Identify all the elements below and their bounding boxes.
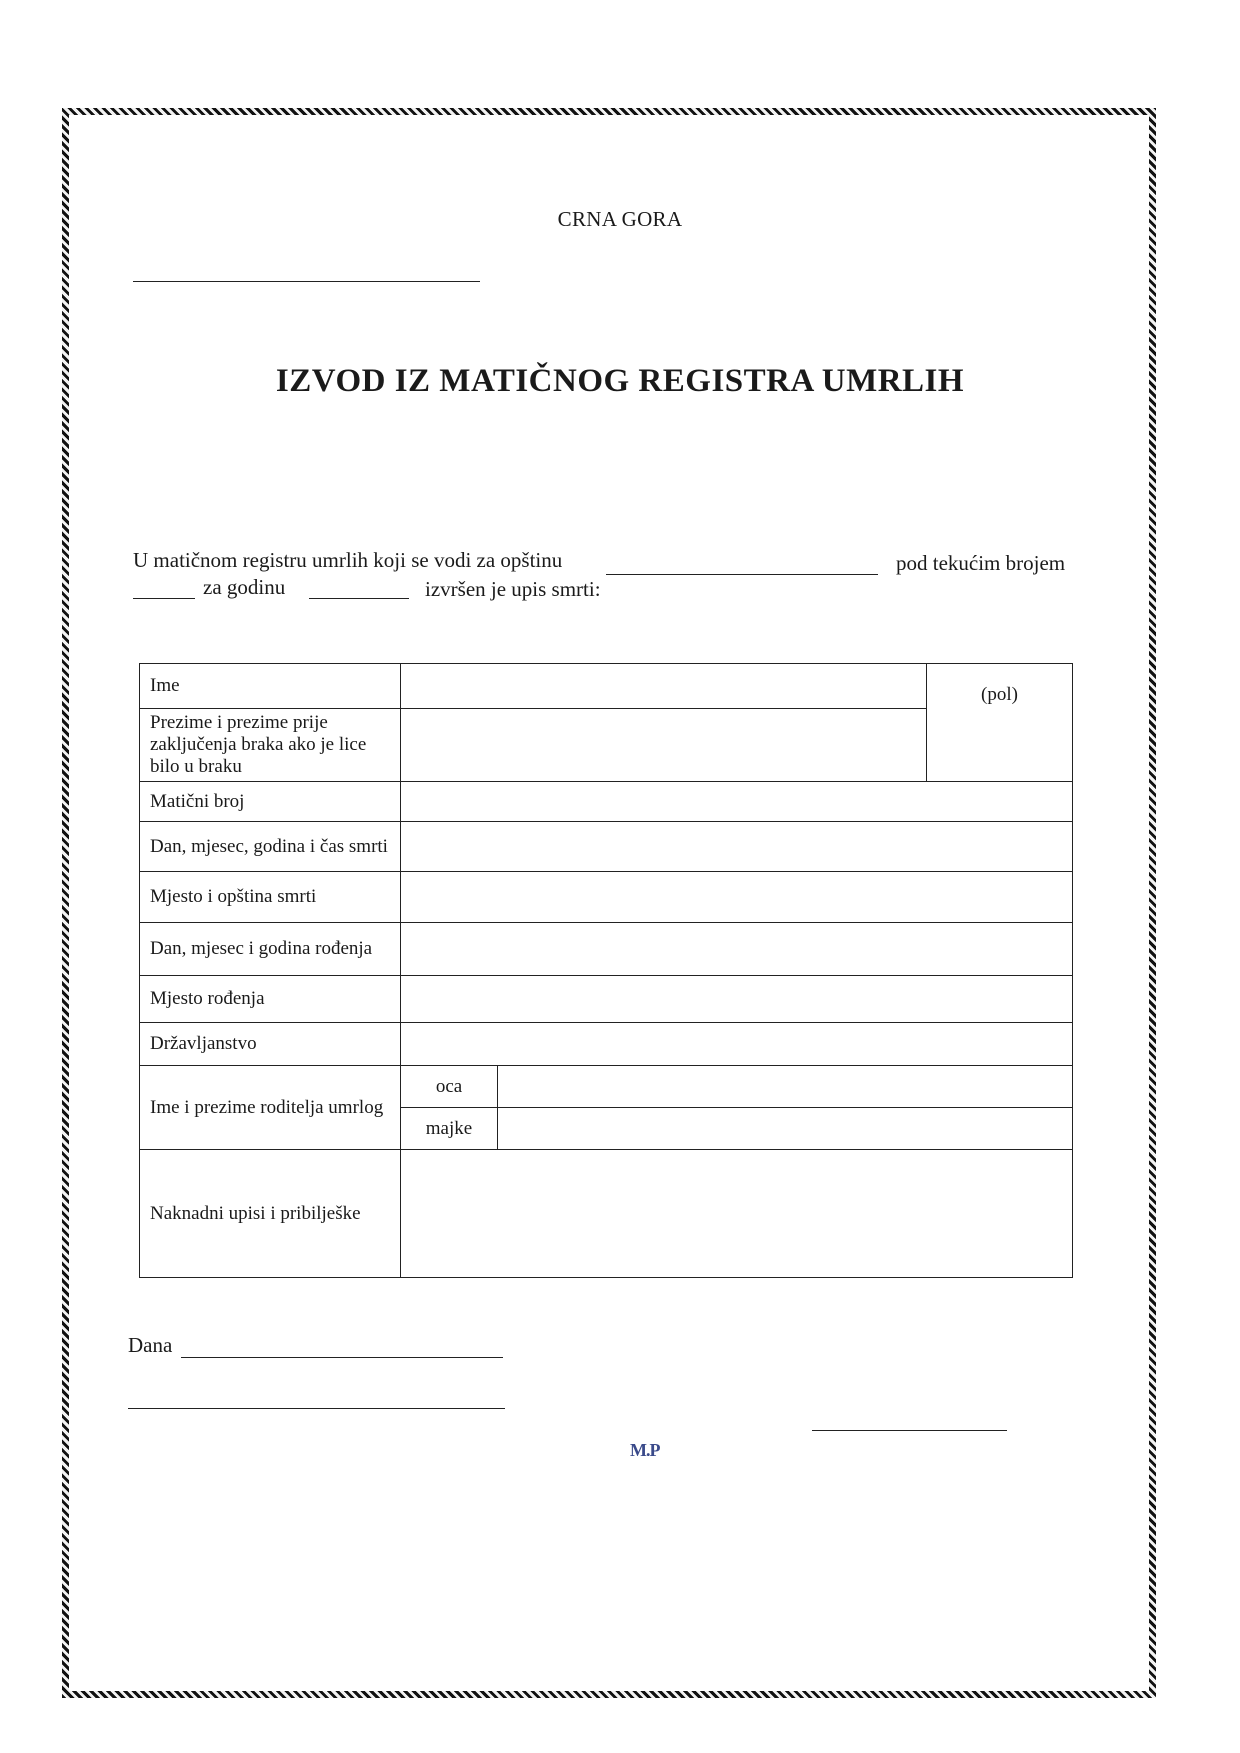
field-drzavljanstvo[interactable] <box>401 1023 1073 1066</box>
label-majke: majke <box>401 1108 498 1150</box>
label-prezime: Prezime i prezime prije zaključenja braka ako je lice bilo u braku <box>140 709 401 782</box>
municipality-field[interactable] <box>606 574 878 575</box>
field-prezime[interactable] <box>401 709 927 782</box>
label-drzavljanstvo: Državljanstvo <box>140 1023 401 1066</box>
field-maticni-broj[interactable] <box>401 782 1073 822</box>
death-register-table <box>139 663 1073 1278</box>
date-field[interactable] <box>181 1357 503 1358</box>
label-naknadni-upisi: Naknadni upisi i pribilješke <box>140 1150 401 1278</box>
intro-text-4: izvršen je upis smrti: <box>425 577 601 601</box>
date-label: Dana <box>128 1333 173 1357</box>
municipality-line[interactable] <box>133 281 480 282</box>
country-header: CRNA GORA <box>557 207 683 231</box>
label-datum-rodjenja: Dan, mjesec i godina rođenja <box>140 923 401 976</box>
signature-line[interactable] <box>812 1430 1007 1431</box>
label-datum-smrti: Dan, mjesec, godina i čas smrti <box>140 822 401 872</box>
registrar-line[interactable] <box>128 1408 505 1409</box>
field-majke[interactable] <box>498 1108 1073 1150</box>
field-datum-smrti[interactable] <box>401 822 1073 872</box>
serial-number-field[interactable] <box>133 598 195 599</box>
intro-text-3: za godinu <box>203 575 286 599</box>
intro-text-1: U matičnom registru umrlih koji se vodi za opštinu <box>133 548 563 572</box>
intro-text-2: pod tekućim brojem <box>896 551 1066 575</box>
label-ime: Ime <box>140 664 401 709</box>
field-datum-rodjenja[interactable] <box>401 923 1073 976</box>
label-maticni-broj: Matični broj <box>140 782 401 822</box>
field-ime[interactable] <box>401 664 927 709</box>
field-oca[interactable] <box>498 1066 1073 1108</box>
label-mjesto-rodjenja: Mjesto rođenja <box>140 976 401 1023</box>
field-mjesto-smrti[interactable] <box>401 872 1073 923</box>
label-oca: oca <box>401 1066 498 1108</box>
field-pol[interactable]: (pol) <box>927 664 1073 782</box>
field-naknadni-upisi[interactable] <box>401 1150 1073 1278</box>
stamp-placeholder: M.P <box>630 1440 660 1460</box>
label-mjesto-smrti: Mjesto i opština smrti <box>140 872 401 923</box>
field-mjesto-rodjenja[interactable] <box>401 976 1073 1023</box>
year-field[interactable] <box>309 598 409 599</box>
label-roditelji: Ime i prezime roditelja umrlog <box>140 1066 401 1150</box>
document-title: IZVOD IZ MATIČNOG REGISTRA UMRLIH <box>275 363 965 399</box>
